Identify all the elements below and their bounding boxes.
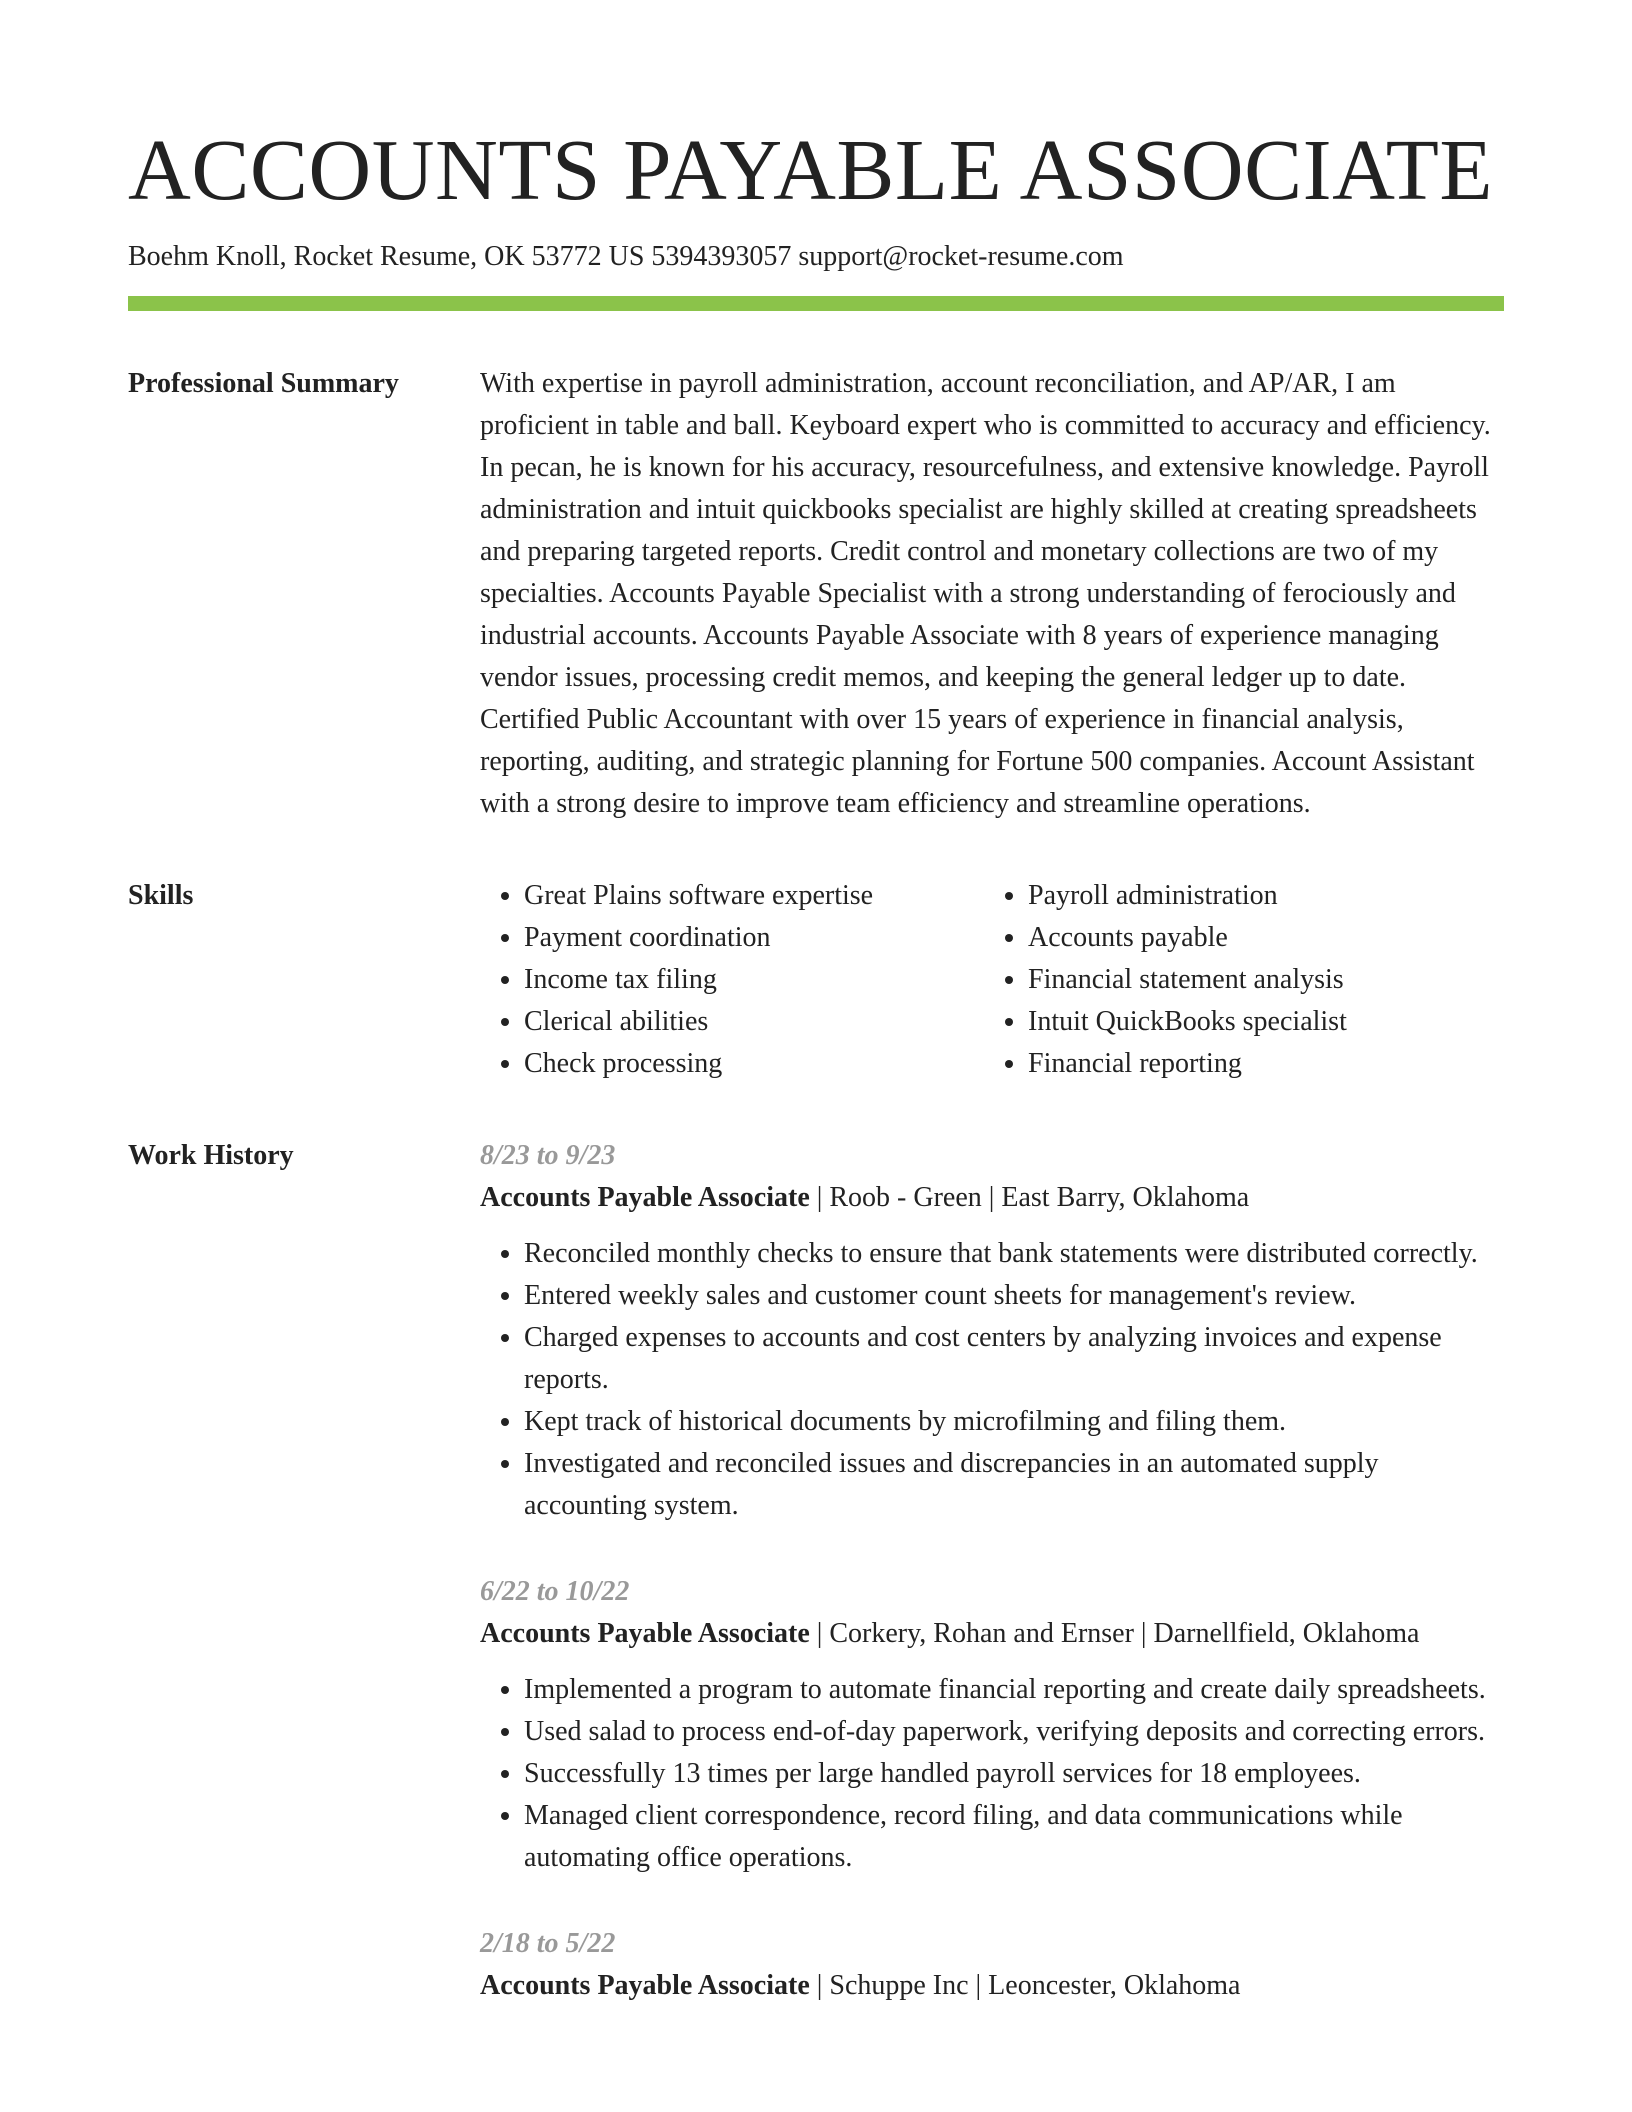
skill-item: • Intuit QuickBooks specialist [1028, 1001, 1488, 1043]
section-label-work-history: Work History [128, 1140, 294, 1171]
job-entry [480, 1135, 1504, 1527]
job-dates: 6/22 to 10/22 [480, 1576, 630, 1607]
job-title: Accounts Payable Associate [480, 1970, 810, 2001]
job-title-line [480, 1965, 1504, 2007]
job-title: Accounts Payable Associate [480, 1182, 810, 1213]
page-title: ACCOUNTS PAYABLE ASSOCIATE [128, 121, 1494, 218]
job-bullet: • Reconciled monthly checks to ensure that bank statements were distributed correctly. [524, 1233, 1504, 1275]
skills-body [480, 875, 1504, 1085]
skill-item: • Clerical abilities [524, 1001, 984, 1043]
skill-item: • Income tax filing [524, 959, 984, 1001]
skill-item: • Accounts payable [1028, 917, 1488, 959]
resume-page [128, 0, 1504, 2051]
job-bullets [480, 1233, 1504, 1527]
job-title-line [480, 1613, 1504, 1655]
job-dates: 8/23 to 9/23 [480, 1140, 616, 1171]
job-dates: 2/18 to 5/22 [480, 1928, 616, 1959]
job-details: | Schuppe Inc | Leoncester, Oklahoma [809, 1970, 1241, 2001]
skills-list-left [480, 875, 984, 1085]
work-history-section [128, 1135, 1504, 2051]
job-details: | Corkery, Rohan and Ernser | Darnellfield, Oklahoma [809, 1618, 1420, 1649]
skill-item: • Financial reporting [1028, 1043, 1488, 1085]
header-divider [128, 296, 1504, 311]
job-bullet: • Charged expenses to accounts and cost centers by analyzing invoices and expense reports. [524, 1317, 1504, 1401]
skills-section [128, 875, 1504, 1085]
job-title-line [480, 1177, 1504, 1219]
skill-item: • Financial statement analysis [1028, 959, 1488, 1001]
summary-section [128, 363, 1504, 825]
skills-list-right [984, 875, 1488, 1085]
skill-item: • Payment coordination [524, 917, 984, 959]
job-bullet: • Implemented a program to automate financial reporting and create daily spreadsheets. [524, 1669, 1504, 1711]
job-bullets [480, 1669, 1504, 1879]
skill-item: • Great Plains software expertise [524, 875, 984, 917]
job-bullet: • Kept track of historical documents by microfilming and filing them. [524, 1401, 1504, 1443]
job-bullet: • Used salad to process end-of-day paperwork, verifying deposits and correcting errors. [524, 1711, 1504, 1753]
work-history-body [480, 1135, 1504, 2051]
skill-item: • Check processing [524, 1043, 984, 1085]
contact-line: Boehm Knoll, Rocket Resume, OK 53772 US 5394393057 support@rocket-resume.com [128, 241, 1124, 272]
job-bullet: • Successfully 13 times per large handled payroll services for 18 employees. [524, 1753, 1504, 1795]
summary-body [480, 363, 1504, 825]
summary-text: With expertise in payroll administration, account reconciliation, and AP/AR, I am proficient in table and ball. Keyboard expert who is committed to accuracy and efficiency. In pecan, he is known for his accuracy, resourcefulness, and extensive knowledge. Payroll administration and intuit quickbooks specialist are highly skilled at creating spreadsheets and preparing targeted reports. Credit control and monetary collections are two of my specialties. Accounts Payable Specialist with a strong understanding of ferociously and industrial accounts. Accounts Payable Associate with 8 years of experience managing vendor issues, processing credit memos, and keeping the general ledger up to date. Certified Public Accountant with over 15 years of experience in financial analysis, reporting, auditing, and strategic planning for Fortune 500 companies. Account Assistant with a strong desire to improve team efficiency and streamline operations. [480, 368, 1491, 819]
section-label-summary: Professional Summary [128, 368, 399, 399]
job-details: | Roob - Green | East Barry, Oklahoma [809, 1182, 1250, 1213]
skill-item: • Payroll administration [1028, 875, 1488, 917]
job-entry [480, 1571, 1504, 1879]
job-title: Accounts Payable Associate [480, 1618, 810, 1649]
job-bullet: • Investigated and reconciled issues and discrepancies in an automated supply accounting system. [524, 1443, 1504, 1527]
job-entry [480, 1923, 1504, 2007]
job-bullet: • Entered weekly sales and customer count sheets for management's review. [524, 1275, 1504, 1317]
job-bullet: • Managed client correspondence, record filing, and data communications while automating office operations. [524, 1795, 1504, 1879]
section-label-skills: Skills [128, 880, 194, 911]
